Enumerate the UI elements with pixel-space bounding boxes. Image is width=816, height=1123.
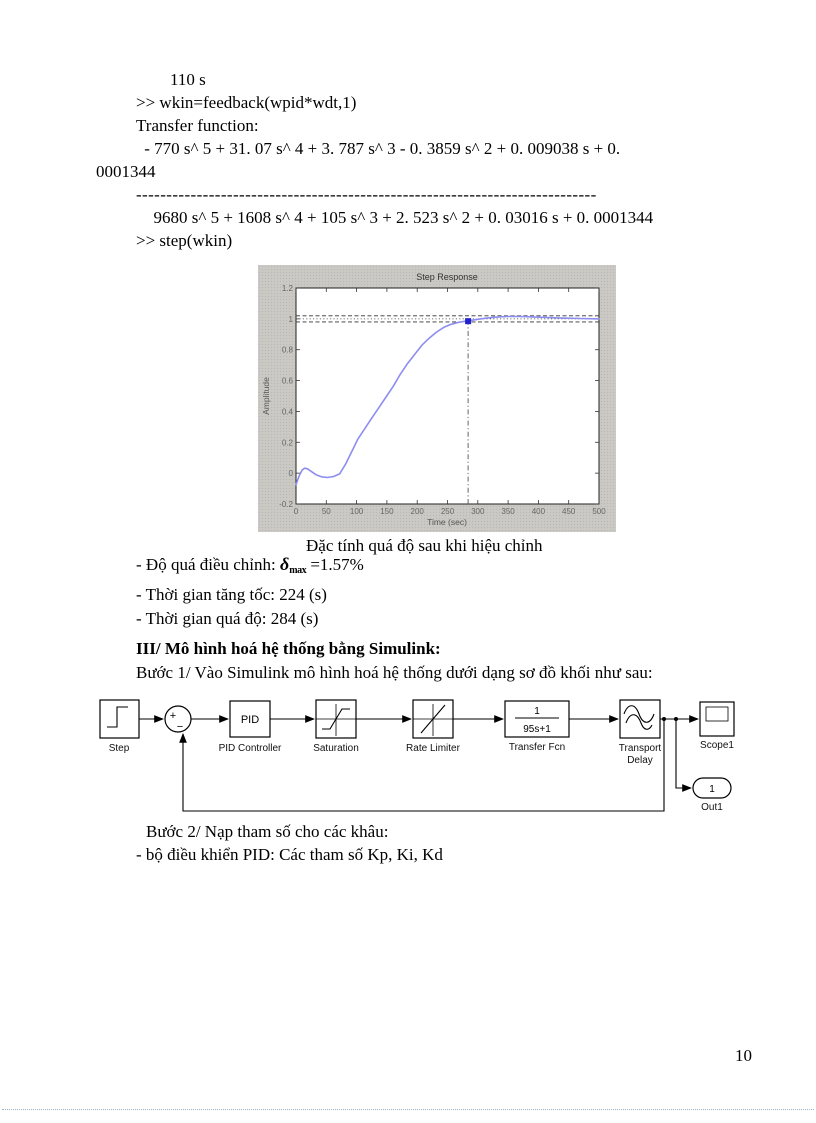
svg-text:150: 150 — [380, 507, 394, 516]
wire-to-out1 — [676, 719, 691, 788]
simulink-diagram-svg — [95, 692, 740, 822]
code-line: 9680 s^ 5 + 1608 s^ 4 + 105 s^ 3 + 2. 523 s^ 2 + 0. 03016 s + 0. 0001344 — [145, 208, 654, 227]
svg-text:300: 300 — [471, 507, 485, 516]
results-list — [136, 552, 364, 631]
code-line: >> wkin=feedback(wpid*wdt,1) — [136, 93, 357, 112]
svg-text:1: 1 — [288, 314, 293, 324]
out1-number: 1 — [709, 784, 715, 795]
pid-label: PID Controller — [218, 743, 282, 754]
overshoot-line — [136, 552, 364, 583]
step-block — [100, 700, 139, 738]
chart-xlabel: Time (sec) — [427, 517, 467, 527]
code-line: - 770 s^ 5 + 31. 07 s^ 4 + 3. 787 s^ 3 - 0. 3859 s^ 2 + 0. 009038 s + 0. — [140, 139, 621, 158]
saturation-label: Saturation — [313, 743, 359, 754]
chart-ylabel: Amplitude — [261, 377, 271, 415]
overshoot-prefix: - Độ quá điều chỉnh: — [136, 555, 280, 574]
code-line: >> step(wkin) — [136, 231, 233, 250]
sum-plus-sign: + — [169, 710, 177, 722]
transfer-fcn-label: Transfer Fcn — [508, 742, 566, 753]
svg-text:1.2: 1.2 — [281, 284, 293, 293]
svg-text:500: 500 — [592, 507, 606, 516]
transport-delay-label-1: Transport — [618, 743, 662, 754]
delta-symbol: δ — [280, 554, 290, 574]
sum-minus-sign: − — [176, 721, 184, 733]
delta-subscript: max — [289, 565, 307, 576]
figure-caption: Đặc tính quá độ sau khi hiệu chỉnh — [306, 536, 543, 555]
svg-text:0.8: 0.8 — [281, 345, 293, 355]
rate-limiter-label: Rate Limiter — [406, 743, 460, 754]
step-label: Step — [108, 743, 130, 754]
chart-title: Step Response — [416, 272, 478, 282]
svg-text:400: 400 — [531, 507, 546, 516]
out1-label: Out1 — [701, 802, 723, 813]
transfer-fcn-denominator: 95s+1 — [523, 724, 551, 735]
svg-text:100: 100 — [349, 507, 364, 516]
code-line: Transfer function: — [136, 116, 259, 135]
scope-label: Scope1 — [700, 740, 734, 751]
matlab-output — [0, 68, 816, 252]
overshoot-value: =1.57% — [306, 555, 364, 574]
svg-text:250: 250 — [440, 507, 455, 516]
svg-text:0.4: 0.4 — [281, 407, 293, 417]
svg-text:0.2: 0.2 — [281, 438, 293, 448]
svg-text:350: 350 — [501, 507, 515, 516]
code-line: 0001344 — [96, 162, 156, 181]
branch-dot — [674, 717, 678, 721]
step-response-figure — [258, 265, 616, 532]
page-number: 10 — [735, 1046, 752, 1065]
page-bottom-divider — [2, 1109, 814, 1110]
branch-dot — [662, 717, 666, 721]
transport-delay-label-2: Delay — [627, 755, 653, 766]
step2-paragraph: Bước 2/ Nạp tham số cho các khâu: — [146, 822, 389, 841]
simulink-diagram — [95, 692, 740, 827]
svg-text:200: 200 — [410, 507, 424, 516]
svg-text:0.6: 0.6 — [281, 376, 293, 386]
step-response-chart — [258, 265, 616, 532]
svg-text:0: 0 — [288, 469, 293, 479]
svg-text:0: 0 — [293, 507, 299, 516]
settling-time-line: - Thời gian quá độ: 284 (s) — [136, 609, 319, 628]
step1-paragraph: Bước 1/ Vào Simulink mô hình hoá hệ thống dưới dạng sơ đồ khối như sau: — [136, 663, 653, 682]
section-heading: III/ Mô hình hoá hệ thống bằng Simulink: — [136, 639, 441, 658]
svg-text:450: 450 — [562, 507, 576, 516]
transfer-fcn-numerator: 1 — [534, 706, 540, 717]
svg-text:50: 50 — [321, 507, 331, 516]
code-line-divider: ---------------------------------------------------------------------------- — [136, 185, 597, 204]
code-line: 110 s — [170, 70, 206, 89]
pid-block-text: PID — [240, 714, 260, 726]
rise-time-line: - Thời gian tăng tốc: 224 (s) — [136, 585, 327, 604]
pid-note-paragraph: - bộ điều khiển PID: Các tham số Kp, Ki, Kd — [136, 845, 443, 864]
transport-delay-block — [620, 700, 660, 738]
svg-text:-0.2: -0.2 — [279, 500, 293, 509]
